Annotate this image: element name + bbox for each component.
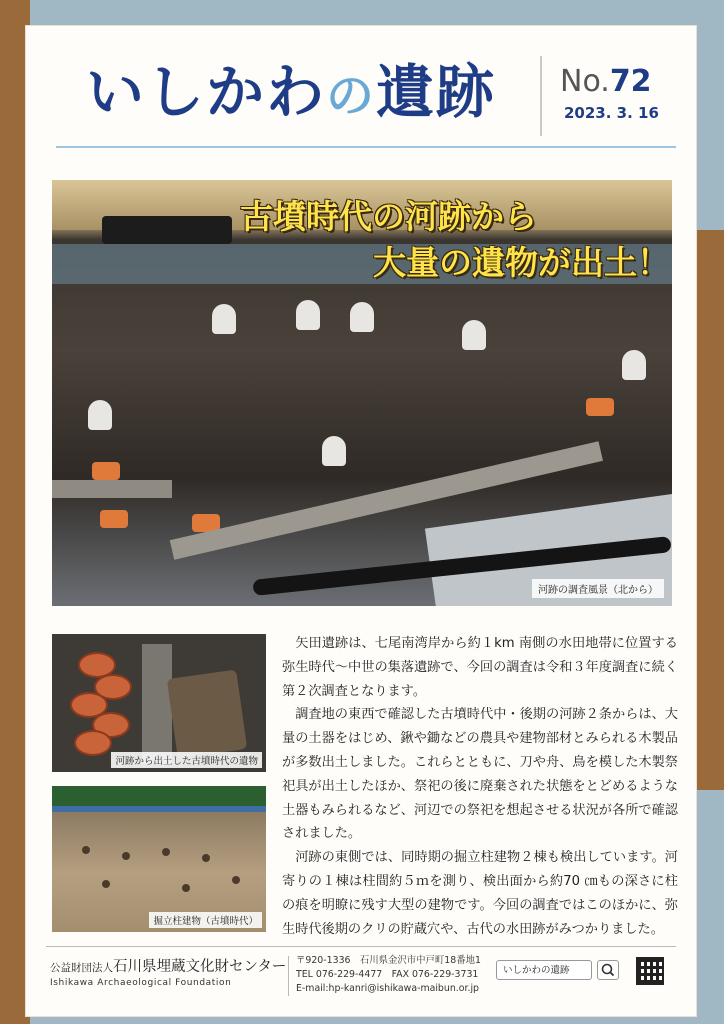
issue-number xyxy=(560,64,652,99)
photo-tarp xyxy=(52,806,266,812)
headline xyxy=(240,194,670,286)
photo-posthole xyxy=(202,854,210,862)
article-body xyxy=(282,632,678,941)
main-photo-caption: 河跡の調査風景（北から） xyxy=(532,579,664,598)
contact-block xyxy=(296,954,481,996)
photo-plank xyxy=(142,644,172,764)
photo-worker xyxy=(462,320,486,350)
issue-number-value: 72 xyxy=(609,64,652,99)
main-photo xyxy=(52,180,672,606)
issue-date: 2023. 3. 16 xyxy=(564,104,659,122)
photo-pottery-stack xyxy=(70,652,140,752)
header-divider xyxy=(56,146,676,148)
issue-box xyxy=(540,56,672,136)
photo-basket xyxy=(586,398,614,416)
photo-worker xyxy=(212,304,236,334)
headline-line1: 古墳時代の河跡から xyxy=(240,197,537,236)
title-no: の xyxy=(326,68,377,124)
photo-worker xyxy=(322,436,346,466)
search-icon xyxy=(598,961,618,979)
photo-posthole xyxy=(182,884,190,892)
photo-plank xyxy=(52,480,172,498)
photo-posthole xyxy=(122,852,130,860)
photo-posthole xyxy=(162,848,170,856)
title-main: いしかわ xyxy=(86,58,327,126)
artifacts-photo-caption: 河跡から出土した古墳時代の遺物 xyxy=(111,752,262,768)
photo-basket xyxy=(92,462,120,480)
photo-posthole xyxy=(82,846,90,854)
article-paragraph: 調査地の東西で確認した古墳時代中・後期の河跡２条からは、大量の土器をはじめ、鍬や鋤などの農具や建物部材とみられる木製品が多数出土しました。これらとともに、刀や舟、鳥を模した木製祭祀具が出土したほか、祭祀の後に廃棄された状態をとどめるような土器もみられるなど、河辺での祭祀を想起させる状況が各所で確認されました。 xyxy=(282,707,678,842)
photo-posthole xyxy=(232,876,240,884)
building-photo xyxy=(52,786,266,932)
article-paragraph: 矢田遺跡は、七尾南湾岸から約１km 南側の水田地帯に位置する弥生時代～中世の集落遺跡で、今回の調査は令和３年度調査に続く第２次調査となります。 xyxy=(282,636,678,699)
footer-divider xyxy=(46,946,676,947)
photo-worker xyxy=(88,400,112,430)
photo-worker xyxy=(622,350,646,380)
email-line: E-mail:hp-kanri@ishikawa-maibun.or.jp xyxy=(296,983,480,994)
building-photo-caption: 掘立柱建物（古墳時代） xyxy=(149,912,262,928)
artifacts-photo xyxy=(52,634,266,772)
photo-sandbags xyxy=(102,216,232,244)
search-button[interactable] xyxy=(597,960,619,980)
address-line: 〒920-1336 石川県金沢市中戸町18番地1 xyxy=(296,955,481,966)
photo-worker xyxy=(296,300,320,330)
photo-basket xyxy=(100,510,128,528)
article-paragraph: 河跡の東側では、同時期の掘立柱建物２棟も検出しています。河寄りの１棟は柱間約５ｍを測り、検出面から約70 ㎝もの深さに柱の痕を明瞭に残す大型の建物です。今回の調査ではこのほかに、弥生時代後期のクリの貯蔵穴や、古代の水田跡がみつかりました。 xyxy=(282,850,678,937)
headline-line2: 大量の遺物が出土！ xyxy=(373,243,670,282)
qr-code[interactable] xyxy=(636,957,664,985)
photo-posthole xyxy=(102,880,110,888)
issue-prefix: No. xyxy=(560,64,610,99)
org-name: 石川県埋蔵文化財センター xyxy=(113,959,287,975)
newsletter-title xyxy=(86,52,496,132)
footer-vertical-divider xyxy=(288,956,289,996)
search-input[interactable]: いしかわの遺跡 xyxy=(496,960,592,980)
frame-brown-right xyxy=(696,230,724,790)
title-end: 遺跡 xyxy=(376,58,497,126)
org-kind: 公益財団法人 xyxy=(50,962,113,974)
photo-postholes xyxy=(72,836,252,916)
org-name-english: Ishikawa Archaeological Foundation xyxy=(50,978,232,988)
photo-worker xyxy=(350,302,374,332)
photo-wooden-artifact xyxy=(167,670,247,759)
photo-pot xyxy=(74,730,112,756)
phone-fax-line: TEL 076-229-4477 FAX 076-229-3731 xyxy=(296,969,479,980)
